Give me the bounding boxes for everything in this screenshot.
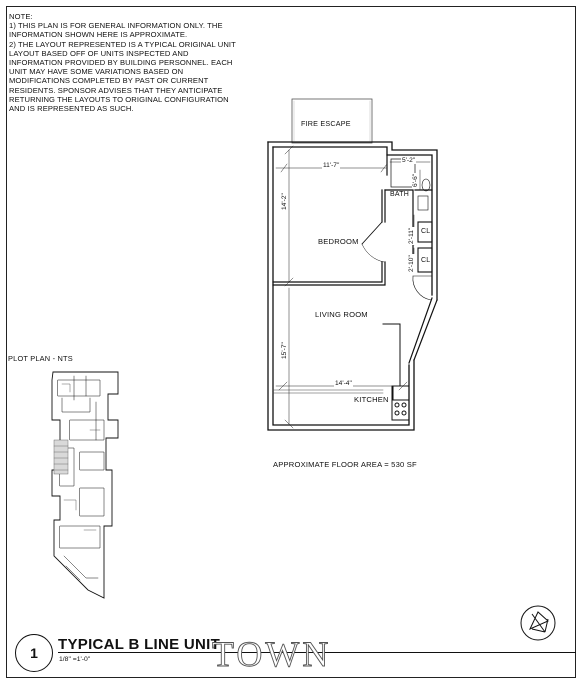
north-arrow-icon (521, 606, 555, 640)
town-logo: TOWN (212, 634, 332, 674)
dim-closet-2: 2'-10" (408, 255, 415, 272)
dim-bath-depth: 6'-6" (412, 173, 419, 187)
living-room-label: LIVING ROOM (315, 310, 368, 319)
closet-1-label: CL (421, 228, 431, 235)
kitchen-partition (273, 390, 383, 393)
dim-closet-1: 2'-11" (408, 227, 415, 244)
note-item-2: 2) THE LAYOUT REPRESENTED IS A TYPICAL ORIGINAL UNIT LAYOUT BASED OFF OF UNITS INSPECTED AND INFORMATION PROVIDED BY BUILDING PERSONNEL. EACH UNIT MAY HAVE SOME VARIATIONS BASED ON MODIFICATIONS COMPLETED BY PAST OR CURRENT RESIDENTS. SPONSOR ADVISES THAT THEY ANTICIPATE RETURNING THE LAYOUTS TO ORIGINAL CONFIGURATION AND IS REPRESENTED AS SUCH. (9, 39, 236, 114)
drawing-scale: 1/8" =1'-0" (59, 656, 91, 663)
bath-sink (422, 179, 430, 191)
plot-plan (52, 372, 118, 598)
plot-plan-detail (62, 384, 100, 578)
dim-bedroom-width: 11'-7" (323, 162, 340, 169)
bedroom-door-swing (362, 244, 384, 262)
bath-label: BATH (390, 191, 409, 198)
bedroom-label: BEDROOM (318, 237, 359, 246)
plot-plan-label: PLOT PLAN - NTS (8, 354, 73, 363)
fire-escape-label: FIRE ESCAPE (301, 119, 351, 128)
drawing-number: 1 (15, 634, 53, 672)
toilet (418, 196, 428, 210)
dim-bedroom-depth: 14'-2" (281, 193, 288, 210)
dim-living-depth: 15'-7" (281, 342, 288, 359)
angled-wall (409, 298, 437, 363)
kitchen-label: KITCHEN (354, 395, 389, 404)
entry-door-swing (413, 276, 432, 300)
notes-heading: NOTE: (9, 12, 33, 21)
bedroom-door (362, 222, 382, 244)
dim-bath-width: 5'-2" (402, 157, 416, 164)
kitchen-counters (383, 324, 409, 420)
floor-area-label: APPROXIMATE FLOOR AREA = 530 SF (273, 460, 417, 469)
closet-2-label: CL (421, 257, 431, 264)
plot-plan-unit-highlight (54, 440, 68, 474)
drawing-title: TYPICAL B LINE UNIT (58, 636, 221, 653)
note-item-1: 1) THIS PLAN IS FOR GENERAL INFORMATION ONLY. THE INFORMATION SHOWN HERE IS APPROXIMATE. (9, 21, 223, 40)
dim-living-width: 14'-4" (335, 380, 352, 387)
